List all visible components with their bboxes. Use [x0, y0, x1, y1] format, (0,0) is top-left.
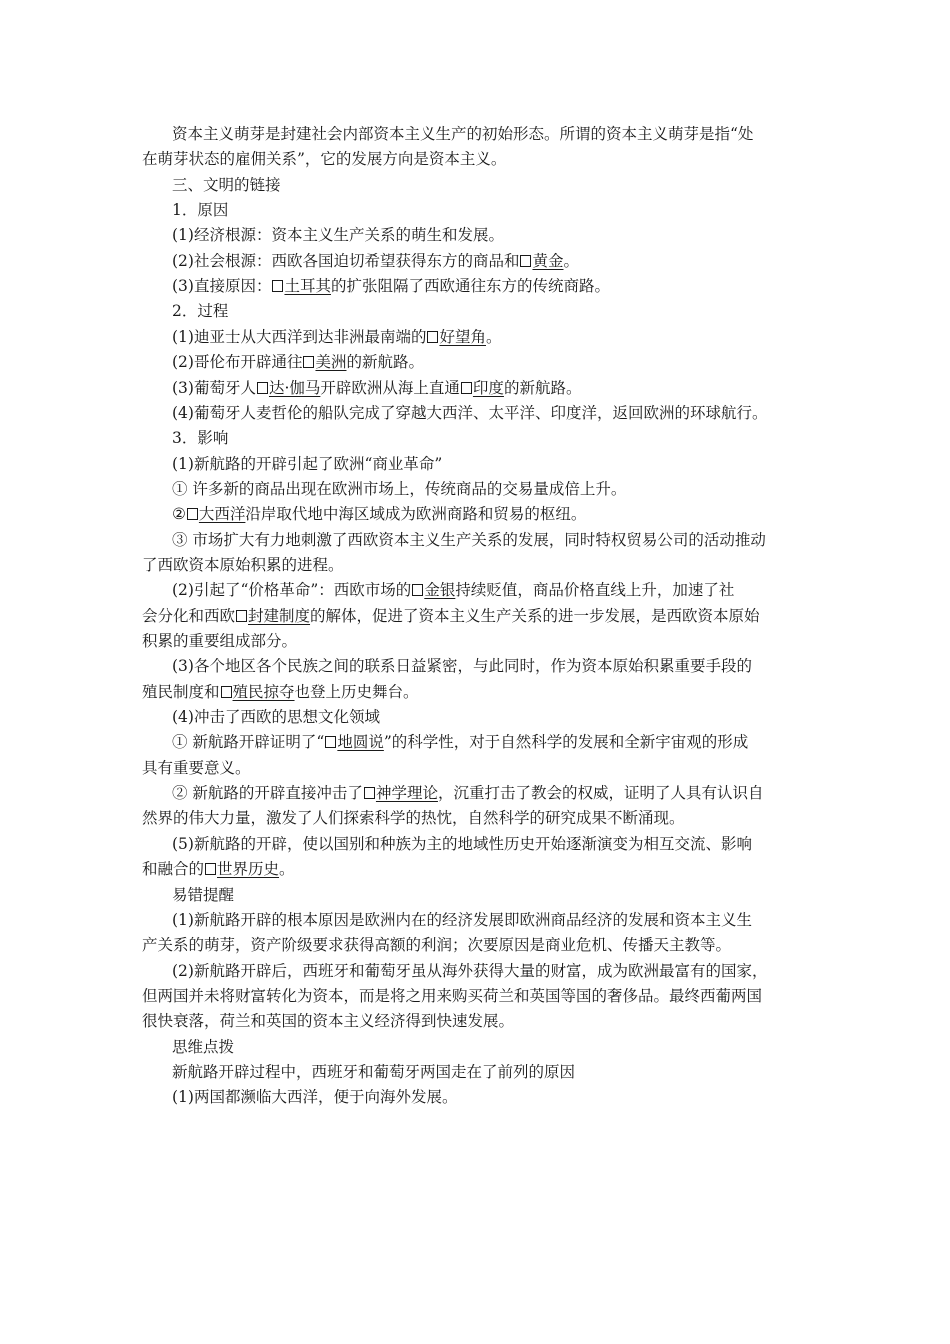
text-segment: ，沉重打击了教会的权威，证明了人具有认识自	[437, 784, 764, 803]
text-line	[172, 1087, 457, 1107]
answer-box-icon	[303, 356, 314, 368]
text-segment: 新航路开辟过程中，西班牙和葡萄牙两国走在了前列的原因	[172, 1062, 576, 1081]
text-segment: 很快衰落，荷兰和英国的资本主义经济得到快速发展。	[142, 1012, 515, 1031]
text-segment: 但两国并未将财富转化为资本，而是将之用来购买荷兰和英国等国的奢侈品。最终西葡两国	[142, 986, 763, 1005]
answer-box-icon	[520, 255, 531, 267]
text-segment: 2．过程	[172, 302, 229, 321]
text-line	[172, 885, 234, 905]
text-segment: 三、文明的链接	[172, 175, 281, 194]
text-segment: (3)葡萄牙人	[172, 378, 256, 397]
text-segment: 3．影响	[172, 429, 229, 448]
answer-box-icon	[364, 787, 375, 799]
text-segment: 了西欧资本原始积累的进程。	[142, 555, 344, 574]
text-segment: 产关系的萌芽，资产阶级要求获得高额的利润；次要原因是商业危机、传播天主教等。	[142, 936, 732, 955]
text-segment: (1)两国都濒临大西洋，便于向海外发展。	[172, 1088, 458, 1107]
answer-box-icon	[236, 610, 247, 622]
answer-box-icon	[272, 280, 283, 292]
text-line	[172, 656, 752, 676]
text-segment: (3)直接原因：	[172, 277, 272, 296]
text-segment: 然界的伟大力量，激发了人们探索科学的热忱，自然科学的研究成果不断涌现。	[142, 809, 685, 828]
text-line	[172, 783, 763, 803]
text-segment: (1)新航路开辟的根本原因是欧洲内在的经济发展即欧洲商品经济的发展和资本主义生	[172, 910, 752, 929]
text-segment: 的新航路。	[503, 378, 582, 397]
text-segment: 具有重要意义。	[142, 758, 251, 777]
answer-box-icon	[205, 863, 216, 875]
text-line	[172, 428, 228, 448]
text-segment: (5)新航路的开辟，使以国别和种族为主的地域性历史开始逐渐演变为相互交流、影响	[172, 834, 752, 853]
text-line	[172, 454, 442, 474]
text-segment: 开辟欧洲从海上直通	[320, 378, 460, 397]
answer-box-icon	[461, 382, 472, 394]
text-segment: 也登上历史舞台。	[294, 682, 419, 701]
text-segment: 。	[485, 327, 502, 346]
text-segment: 的扩张阻隔了西欧通往东方的传统商路。	[330, 277, 610, 296]
text-line	[172, 200, 228, 220]
text-line	[172, 961, 767, 981]
underlined-answer: 神学理论	[375, 784, 438, 803]
underlined-answer: 世界历史	[217, 860, 280, 879]
text-segment: ②	[172, 505, 186, 524]
answer-box-icon	[427, 331, 438, 343]
text-segment: 易错提醒	[172, 885, 235, 904]
text-segment: 思维点拨	[172, 1037, 235, 1056]
text-segment: 持续贬值，商品价格直线上升，加速了社	[455, 581, 735, 600]
text-segment: (1)新航路的开辟引起了欧洲“商业革命”	[172, 454, 443, 473]
text-segment: 。	[563, 251, 579, 270]
text-line	[142, 935, 731, 955]
text-line	[172, 327, 502, 347]
text-segment: (4)冲击了西欧的思想文化领域	[172, 708, 380, 727]
underlined-answer: 封建制度	[248, 606, 311, 625]
text-line	[172, 352, 424, 372]
text-segment: ① 新航路开辟证明了“	[172, 733, 325, 752]
text-line	[142, 555, 344, 575]
underlined-answer: 好望角	[439, 327, 486, 346]
underlined-answer: 达·伽马	[268, 378, 321, 397]
text-segment: (2)社会根源：西欧各国迫切希望获得东方的商品和	[172, 251, 520, 270]
text-segment: (1)迪亚士从大西洋到达非洲最南端的	[172, 327, 427, 346]
text-segment: 会分化和西欧	[142, 606, 236, 625]
text-segment: 和融合的	[142, 860, 205, 879]
text-line	[172, 378, 581, 398]
text-segment: 。	[279, 860, 295, 879]
answer-box-icon	[187, 508, 198, 520]
text-segment: (1)经济根源：资本主义生产关系的萌生和发展。	[172, 226, 504, 245]
text-line	[142, 631, 297, 651]
text-line	[142, 682, 419, 702]
answer-box-icon	[257, 382, 268, 394]
text-segment: 的新航路。	[346, 353, 424, 372]
text-segment: 在萌芽状态的雇佣关系”，它的发展方向是资本主义。	[142, 150, 507, 169]
text-line	[142, 1011, 514, 1031]
text-line	[142, 859, 295, 879]
text-line	[172, 1062, 575, 1082]
underlined-answer: 黄金	[532, 251, 564, 270]
underlined-answer: 地圆说	[337, 733, 384, 752]
text-line	[172, 834, 752, 854]
text-line	[172, 732, 748, 752]
text-segment: ③ 市场扩大有力地刺激了西欧资本主义生产关系的发展，同时特权贸易公司的活动推动	[172, 530, 766, 549]
text-line	[172, 910, 752, 930]
text-line	[172, 1037, 234, 1057]
text-segment: 殖民制度和	[142, 682, 220, 701]
text-line	[142, 606, 760, 626]
text-line	[172, 124, 753, 144]
text-segment: 资本主义萌芽是封建社会内部资本主义生产的初始形态。所谓的资本主义萌芽是指“处	[172, 125, 754, 143]
answer-box-icon	[325, 736, 336, 748]
text-line	[172, 175, 281, 195]
text-segment: (3)各个地区各个民族之间的联系日益紧密，与此同时，作为资本原始积累重要手段的	[172, 657, 752, 676]
text-segment: ② 新航路的开辟直接冲击了	[172, 784, 363, 803]
text-segment: 1．原因	[172, 201, 229, 220]
text-line	[172, 479, 626, 499]
answer-box-icon	[412, 584, 423, 596]
text-segment: (2)新航路开辟后，西班牙和葡萄牙虽从海外获得大量的财富，成为欧洲最富有的国家，	[172, 961, 768, 980]
text-segment: (4)葡萄牙人麦哲伦的船队完成了穿越大西洋、太平洋、印度洋，返回欧洲的环球航行。	[172, 403, 768, 422]
text-line	[142, 149, 506, 169]
text-segment: 的解体，促进了资本主义生产关系的进一步发展，是西欧资本原始	[310, 606, 760, 625]
underlined-answer: 大西洋	[198, 505, 246, 524]
text-line	[172, 530, 766, 550]
underlined-answer: 殖民掠夺	[232, 682, 295, 701]
text-line	[172, 504, 586, 524]
underlined-answer: 金银	[424, 581, 456, 600]
underlined-answer: 美洲	[315, 353, 347, 372]
text-line	[142, 808, 685, 828]
text-line	[172, 580, 734, 600]
underlined-answer: 土耳其	[284, 277, 331, 296]
text-segment: (2)引起了“价格革命”：西欧市场的	[172, 581, 412, 600]
text-line	[142, 986, 762, 1006]
text-line	[172, 276, 610, 296]
underlined-answer: 印度	[472, 378, 504, 397]
answer-box-icon	[221, 686, 232, 698]
text-line	[172, 251, 579, 271]
text-line	[142, 758, 251, 778]
text-segment: ① 许多新的商品出现在欧洲市场上，传统商品的交易量成倍上升。	[172, 479, 627, 498]
text-segment: 积累的重要组成部分。	[142, 632, 298, 650]
text-segment: 沿岸取代地中海区域成为欧洲商路和贸易的枢纽。	[245, 505, 587, 524]
text-line	[172, 225, 504, 245]
text-line	[172, 403, 767, 423]
text-segment: ”的科学性，对于自然科学的发展和全新宇宙观的形成	[383, 733, 749, 752]
text-segment: (2)哥伦布开辟通往	[172, 353, 303, 372]
text-line	[172, 707, 380, 727]
text-line	[172, 301, 228, 321]
